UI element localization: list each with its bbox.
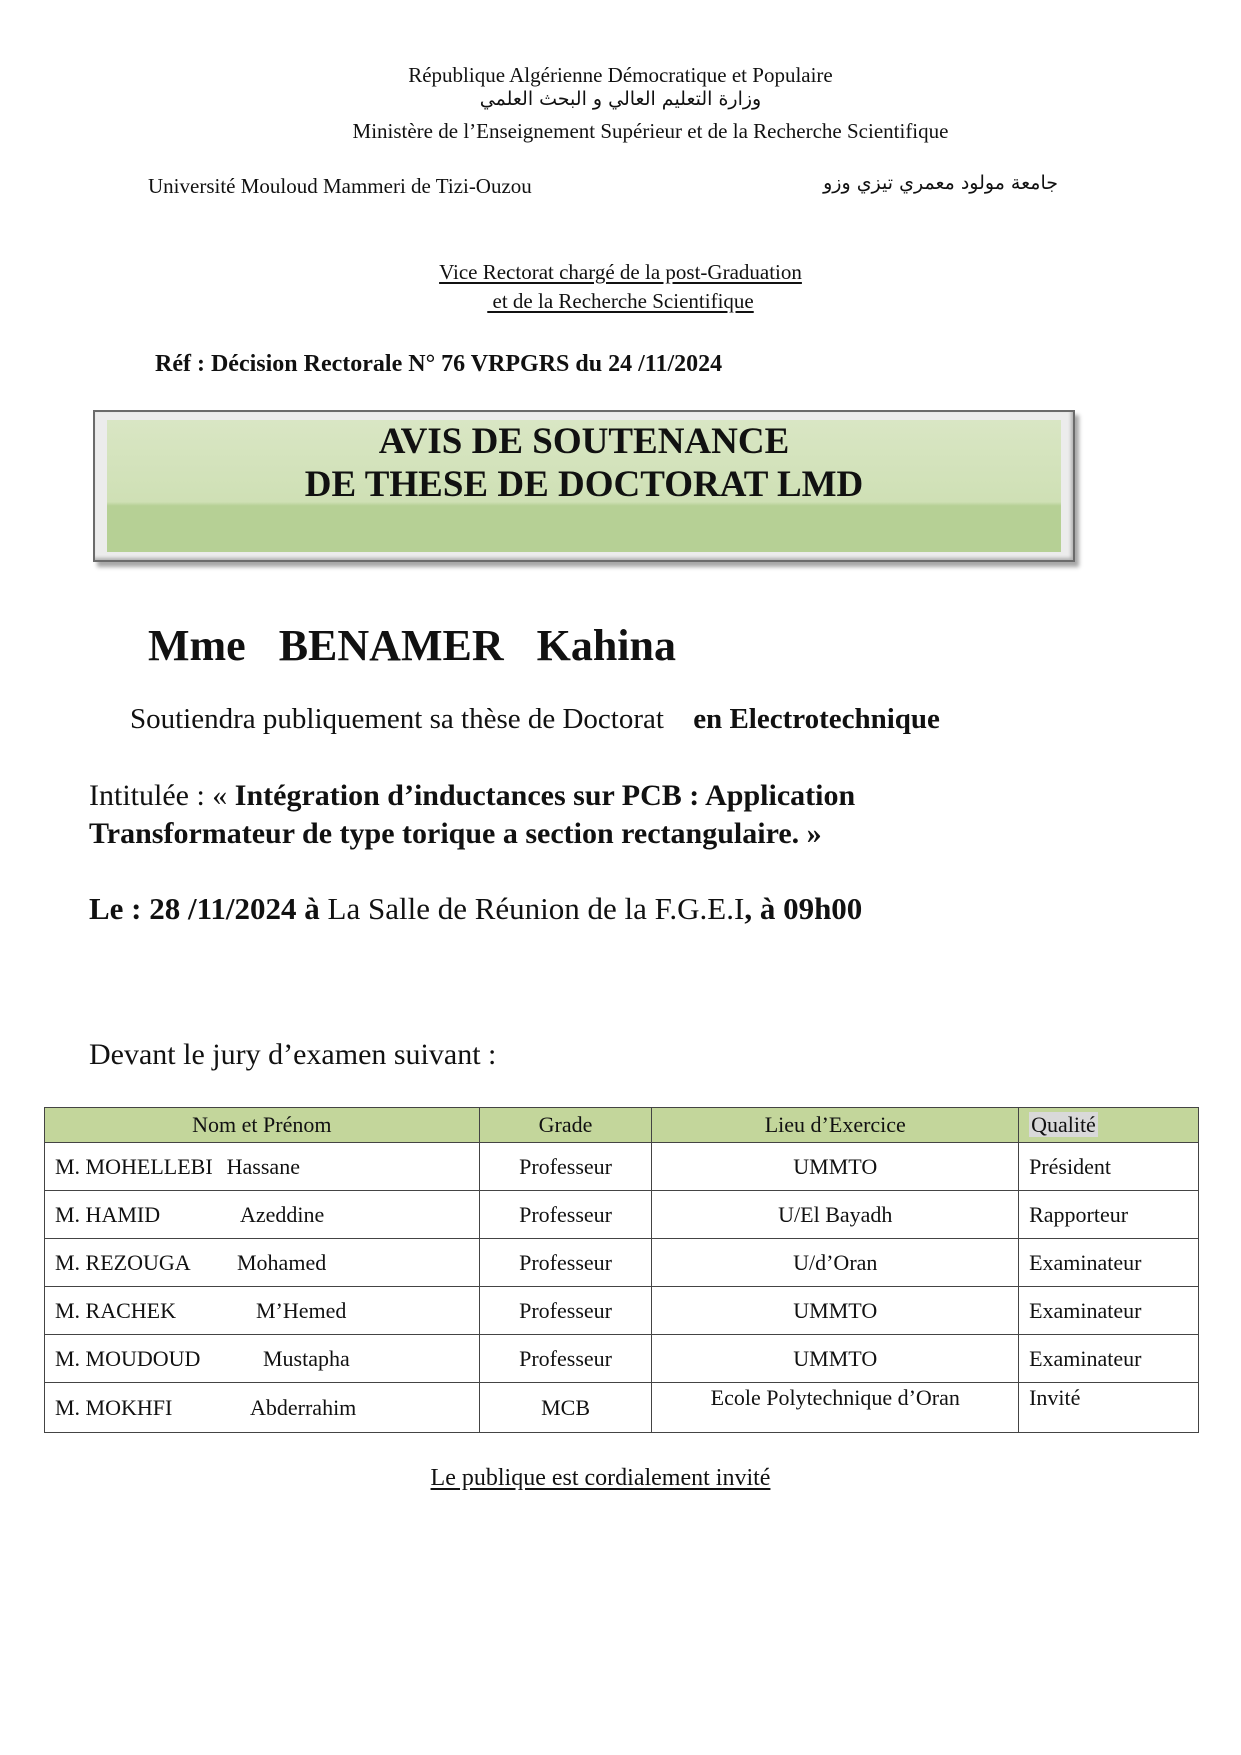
table-row	[45, 1383, 1199, 1433]
schedule-time: , à 09h00	[744, 891, 863, 926]
member-title: M. MOUDOUD	[55, 1345, 201, 1371]
vice-rectorat-text-2: et de la Recherche Scientifique	[487, 289, 754, 313]
member-first-name: Azeddine	[240, 1201, 325, 1227]
thesis-intro-line	[130, 703, 940, 736]
jury-intro: Devant le jury d’examen suivant :	[89, 1038, 497, 1071]
member-name	[45, 1287, 480, 1335]
member-grade: Professeur	[479, 1335, 652, 1383]
member-role: Rapporteur	[1019, 1191, 1199, 1239]
member-grade: Professeur	[479, 1143, 652, 1191]
member-grade: Professeur	[479, 1239, 652, 1287]
table-row	[45, 1335, 1199, 1383]
thesis-specialty: en Electrotechnique	[693, 703, 940, 735]
member-title: M. MOKHFI	[55, 1394, 173, 1420]
member-first-name: Abderrahim	[250, 1394, 357, 1420]
member-name	[45, 1143, 480, 1191]
candidate-name: Mme BENAMER Kahina	[148, 621, 676, 670]
reference-line: Réf : Décision Rectorale N° 76 VRPGRS du 24 /11/2024	[155, 351, 723, 377]
vice-rectorat-line-2	[0, 288, 1241, 314]
thesis-title-block	[89, 777, 1149, 853]
col-header-role-text: Qualité	[1031, 1112, 1096, 1137]
title-line-1: AVIS DE SOUTENANCE	[378, 421, 790, 462]
member-grade: MCB	[479, 1383, 652, 1433]
ministry-arabic: وزارة التعليم العالي و البحث العلمي	[479, 88, 762, 110]
member-name	[45, 1239, 480, 1287]
schedule-line	[89, 891, 862, 927]
title-line-2: DE THESE DE DOCTORAT LMD	[304, 464, 864, 505]
schedule-date: Le : 28 /11/2024 à	[89, 891, 320, 926]
member-name	[45, 1191, 480, 1239]
member-place: U/d’Oran	[652, 1239, 1019, 1287]
public-invitation: Le publique est cordialement invité	[430, 1465, 771, 1491]
jury-table	[44, 1107, 1199, 1433]
jury-table-header	[45, 1108, 1199, 1143]
university-name-french: Université Mouloud Mammeri de Tizi-Ouzou	[148, 174, 532, 198]
member-first-name: Mustapha	[263, 1345, 350, 1371]
title-banner-text	[95, 420, 1073, 506]
thesis-intro: Soutiendra publiquement sa thèse de Doctorat	[130, 703, 664, 735]
title-banner	[93, 410, 1075, 562]
schedule-place: La Salle de Réunion de la F.G.E.I	[319, 891, 745, 926]
col-header-grade: Grade	[479, 1108, 652, 1143]
thesis-label: Intitulée : «	[89, 779, 235, 812]
member-place: UMMTO	[652, 1287, 1019, 1335]
member-role: Examinateur	[1019, 1287, 1199, 1335]
member-name	[45, 1335, 480, 1383]
table-row	[45, 1239, 1199, 1287]
table-row	[45, 1287, 1199, 1335]
col-header-role	[1019, 1108, 1199, 1143]
member-place: U/El Bayadh	[652, 1191, 1019, 1239]
member-role: Examinateur	[1019, 1335, 1199, 1383]
vice-rectorat-text-1: Vice Rectorat chargé de la post-Graduation	[439, 260, 802, 284]
member-role: Invité	[1019, 1383, 1199, 1433]
member-first-name: M’Hemed	[256, 1297, 347, 1323]
member-grade: Professeur	[479, 1287, 652, 1335]
university-name-arabic: جامعة مولود معمري تيزي وزو	[823, 172, 1058, 194]
member-place: UMMTO	[652, 1335, 1019, 1383]
ministry-french: Ministère de l’Enseignement Supérieur et de la Recherche Scientifique	[352, 119, 949, 143]
thesis-title-line-2: Transformateur de type torique a section rectangulaire. »	[89, 817, 822, 850]
vice-rectorat-line-1	[0, 259, 1241, 285]
col-header-place: Lieu d’Exercice	[652, 1108, 1019, 1143]
thesis-title-line-1: Intégration d’inductances sur PCB : Application	[234, 779, 856, 812]
member-title: M. HAMID	[55, 1201, 161, 1227]
member-grade: Professeur	[479, 1191, 652, 1239]
member-first-name: Mohamed	[237, 1249, 327, 1275]
member-title: M. MOHELLEBI	[55, 1153, 213, 1179]
member-place: Ecole Polytechnique d’Oran	[652, 1383, 1019, 1433]
member-title: M. RACHEK	[55, 1297, 177, 1323]
member-first-name: Hassane	[226, 1153, 300, 1179]
member-name	[45, 1383, 480, 1433]
member-title: M. REZOUGA	[55, 1249, 191, 1275]
member-role: Président	[1019, 1143, 1199, 1191]
republic-heading: République Algérienne Démocratique et Populaire	[408, 63, 833, 87]
table-row	[45, 1191, 1199, 1239]
table-row	[45, 1143, 1199, 1191]
member-role: Examinateur	[1019, 1239, 1199, 1287]
col-header-name: Nom et Prénom	[45, 1108, 480, 1143]
member-place: UMMTO	[652, 1143, 1019, 1191]
